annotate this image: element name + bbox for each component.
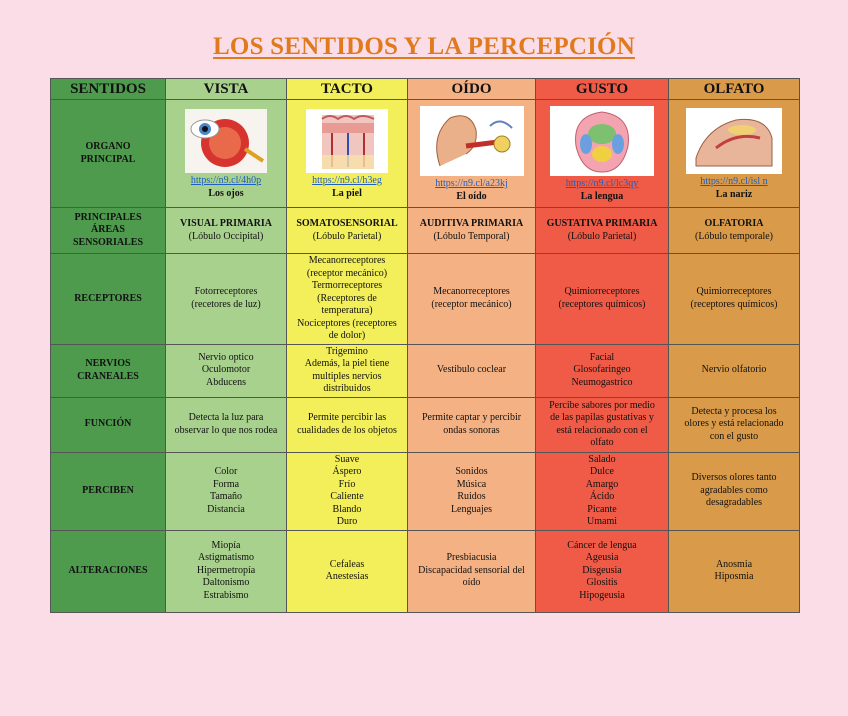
cell-line: (Receptores de xyxy=(317,292,377,304)
tongue-diagram-icon xyxy=(550,106,654,176)
row-label-line: ÁREAS xyxy=(91,224,125,236)
cell-line: Permite percibir las xyxy=(307,412,387,423)
organo-olfato xyxy=(669,100,800,208)
receptores-vista xyxy=(166,254,287,345)
perciben-vista xyxy=(166,452,287,530)
cell-line: Ageusia xyxy=(585,552,619,564)
caption-piel: La piel xyxy=(332,187,362,199)
cell-line: Vestibulo coclear xyxy=(436,364,507,376)
cell-line: Anosmia xyxy=(715,558,753,570)
perciben-tacto xyxy=(287,452,408,530)
area-name: OLFATORIA xyxy=(704,218,764,229)
row-receptores xyxy=(51,254,800,345)
perciben-olfato xyxy=(669,452,800,530)
funcion-vista xyxy=(166,397,287,452)
alteraciones-olfato xyxy=(669,530,800,612)
nervios-oido xyxy=(408,344,536,397)
cell-line: Daltonismo xyxy=(202,577,250,589)
cell-line: cualidades de los objetos xyxy=(297,424,397,436)
organo-oido xyxy=(408,100,536,208)
cell-line: multiples nervios xyxy=(312,370,382,382)
row-perciben xyxy=(51,452,800,530)
cell-line: Mecanorreceptores xyxy=(433,286,510,298)
row-label-line: PRINCIPALES xyxy=(74,211,142,223)
link-ojos[interactable]: https://n9.cl/4h0p xyxy=(190,175,262,186)
cell-line: Además, la piel tiene xyxy=(304,358,390,369)
header-tacto: TACTO xyxy=(287,79,408,100)
cell-line: Nervio olfatorio xyxy=(701,364,767,376)
nose-diagram-icon xyxy=(686,108,782,174)
cell-line: Detecta la luz para xyxy=(188,412,264,423)
header-vista: VISTA xyxy=(166,79,287,100)
cell-line: Oculomotor xyxy=(201,364,251,376)
header-sentidos: SENTIDOS xyxy=(51,79,166,100)
organo-tacto xyxy=(287,100,408,208)
alteraciones-vista xyxy=(166,530,287,612)
funcion-olfato xyxy=(669,397,800,452)
cell-line: Salado xyxy=(588,453,616,465)
cell-line: ondas sonoras xyxy=(443,424,500,436)
area-olfato xyxy=(669,208,800,254)
cell-line: Música xyxy=(456,478,487,490)
cell-line: Ruidos xyxy=(457,491,486,502)
area-oido xyxy=(408,208,536,254)
nervios-vista xyxy=(166,344,287,397)
cell-line: Dulce xyxy=(590,466,614,477)
area-vista xyxy=(166,208,287,254)
cell-line: Permite captar y percibir xyxy=(421,412,522,423)
link-oido[interactable]: https://n9.cl/a23kj xyxy=(435,178,508,189)
area-lobe: (Lóbulo Parietal) xyxy=(567,230,637,242)
cell-line: Termorreceptores xyxy=(311,280,383,291)
funcion-gusto xyxy=(536,397,669,452)
cell-line: Glosofaringeo xyxy=(573,364,631,376)
cell-line: Lenguajes xyxy=(450,503,493,515)
organo-vista xyxy=(166,100,287,208)
receptores-oido xyxy=(408,254,536,345)
cell-line: temperatura) xyxy=(321,305,373,316)
cell-line: Neumogastrico xyxy=(571,376,633,388)
cell-line: agradables como xyxy=(700,484,768,496)
row-label-line: SENSORIALES xyxy=(72,236,144,248)
cell-line: Mecanorreceptores xyxy=(308,255,386,266)
header-olfato: OLFATO xyxy=(669,79,800,100)
cell-line: (receptores químicos) xyxy=(690,298,778,310)
receptores-tacto xyxy=(287,254,408,345)
cell-line: Detecta y procesa los xyxy=(691,405,777,417)
cell-line: Percibe sabores por medio xyxy=(549,399,655,411)
area-lobe: (Lóbulo Temporal) xyxy=(433,230,510,242)
alteraciones-oido xyxy=(408,530,536,612)
perciben-oido xyxy=(408,452,536,530)
caption-ojos: Los ojos xyxy=(208,187,244,199)
cell-line: Duro xyxy=(336,516,358,527)
cell-line: está relacionado con el xyxy=(556,424,648,436)
cell-line: Nociceptores (receptores xyxy=(297,317,397,329)
row-label-nervios xyxy=(51,344,166,397)
cell-line: (receptores químicos) xyxy=(558,298,646,310)
cell-line: Discapacidad sensorial del xyxy=(418,564,525,576)
cell-line: Color xyxy=(214,466,238,477)
alteraciones-gusto xyxy=(536,530,669,612)
area-name: SOMATOSENSORIAL xyxy=(296,218,398,229)
cell-line: Presbiacusia xyxy=(446,552,497,564)
row-alteraciones xyxy=(51,530,800,612)
ear-diagram-icon xyxy=(420,106,524,176)
area-lobe: (Lóbulo temporale) xyxy=(694,230,774,242)
cell-line: Amargo xyxy=(585,478,619,490)
funcion-tacto xyxy=(287,397,408,452)
row-label-line: ORGANO xyxy=(85,141,131,152)
organo-gusto xyxy=(536,100,669,208)
cell-line: Cefaleas xyxy=(329,558,365,570)
row-organo xyxy=(51,100,800,208)
cell-line: con el gusto xyxy=(709,430,759,442)
area-lobe: (Lóbulo Occipital) xyxy=(188,230,264,242)
caption-lengua: La lengua xyxy=(580,190,624,202)
nervios-gusto xyxy=(536,344,669,397)
link-nariz[interactable]: https://n9.cl/isl n xyxy=(700,176,768,187)
header-row xyxy=(51,79,800,100)
receptores-olfato xyxy=(669,254,800,345)
cell-line: de las papilas gustativas y xyxy=(550,412,654,423)
cell-line: Glositis xyxy=(586,577,618,589)
cell-line: Disgeusia xyxy=(582,564,622,576)
area-name: GUSTATIVA PRIMARIA xyxy=(546,218,658,229)
receptores-gusto xyxy=(536,254,669,345)
cell-line: Frío xyxy=(338,478,356,490)
skin-diagram-icon xyxy=(306,109,388,173)
header-oido: OÍDO xyxy=(408,79,536,100)
link-piel[interactable]: https://n9.cl/h3eg xyxy=(312,175,382,186)
cell-line: Abducens xyxy=(206,376,246,388)
caption-nariz: La nariz xyxy=(715,188,753,200)
cell-line: Cáncer de lengua xyxy=(567,539,637,551)
cell-line: Umami xyxy=(587,516,617,527)
alteraciones-tacto xyxy=(287,530,408,612)
cell-line: Picante xyxy=(587,503,617,515)
caption-oido: El oído xyxy=(456,190,487,202)
cell-line: de dolor) xyxy=(328,330,366,341)
funcion-oido xyxy=(408,397,536,452)
cell-line: (receptor mecánico) xyxy=(431,298,512,310)
page-title: LOS SENTIDOS Y LA PERCEPCIÓN xyxy=(213,33,635,60)
row-label-line: NERVIOS xyxy=(85,358,131,369)
cell-line: Diversos olores tanto xyxy=(691,472,777,484)
nervios-olfato xyxy=(669,344,800,397)
cell-line: Caliente xyxy=(330,491,364,502)
cell-line: Sonidos xyxy=(455,466,488,477)
cell-line: Trigemino xyxy=(326,345,368,357)
row-label-organo xyxy=(51,100,166,208)
cell-line: Hipogeusia xyxy=(579,589,625,601)
cell-line: Áspero xyxy=(332,466,362,477)
cell-line: Quimiorreceptores xyxy=(564,286,640,298)
cell-line: olfato xyxy=(590,437,614,448)
cell-line: Hiposmia xyxy=(714,571,754,582)
row-label-areas xyxy=(51,208,166,254)
cell-line: Quimiorreceptores xyxy=(696,286,772,298)
cell-line: desagradables xyxy=(705,497,763,509)
cell-line: (receptor mecánico) xyxy=(306,267,388,279)
cell-line: Anestesias xyxy=(325,571,369,582)
cell-line: Hipermetropía xyxy=(196,564,256,576)
cell-line: observar lo que nos rodea xyxy=(174,424,278,436)
link-lengua[interactable]: https://n9.cl/lc3qy xyxy=(565,178,639,189)
eye-diagram-icon xyxy=(185,109,267,173)
cell-line: Suave xyxy=(334,453,360,465)
row-areas xyxy=(51,208,800,254)
area-lobe: (Lóbulo Parietal) xyxy=(312,230,382,242)
cell-line: Facial xyxy=(589,351,615,363)
row-funcion xyxy=(51,397,800,452)
cell-line: Estrabismo xyxy=(203,589,249,601)
row-label-line: PRINCIPAL xyxy=(80,153,136,165)
cell-line: Nervio optico xyxy=(198,351,254,363)
row-label-funcion: FUNCIÓN xyxy=(51,397,166,452)
cell-line: oído xyxy=(462,577,481,589)
row-label-receptores: RECEPTORES xyxy=(51,254,166,345)
cell-line: olores y está relacionado xyxy=(684,418,784,430)
row-label-line: CRANEALES xyxy=(77,370,139,382)
cell-line: distribuidos xyxy=(323,383,371,394)
cell-line: (recetores de luz) xyxy=(191,298,261,310)
row-label-alteraciones: ALTERACIONES xyxy=(51,530,166,612)
senses-table xyxy=(50,78,800,613)
perciben-gusto xyxy=(536,452,669,530)
cell-line: Astigmatismo xyxy=(197,552,255,564)
row-label-perciben: PERCIBEN xyxy=(51,452,166,530)
cell-line: Blando xyxy=(332,503,362,515)
area-tacto xyxy=(287,208,408,254)
cell-line: Ácido xyxy=(589,491,615,502)
cell-line: Distancia xyxy=(207,503,245,515)
row-nervios xyxy=(51,344,800,397)
cell-line: Tamaño xyxy=(209,491,243,502)
area-name: AUDITIVA PRIMARIA xyxy=(419,218,524,229)
area-name: VISUAL PRIMARIA xyxy=(180,218,272,229)
cell-line: Forma xyxy=(212,478,240,490)
nervios-tacto xyxy=(287,344,408,397)
cell-line: Fotorreceptores xyxy=(194,286,258,298)
header-gusto: GUSTO xyxy=(536,79,669,100)
cell-line: Miopía xyxy=(211,539,241,551)
area-gusto xyxy=(536,208,669,254)
